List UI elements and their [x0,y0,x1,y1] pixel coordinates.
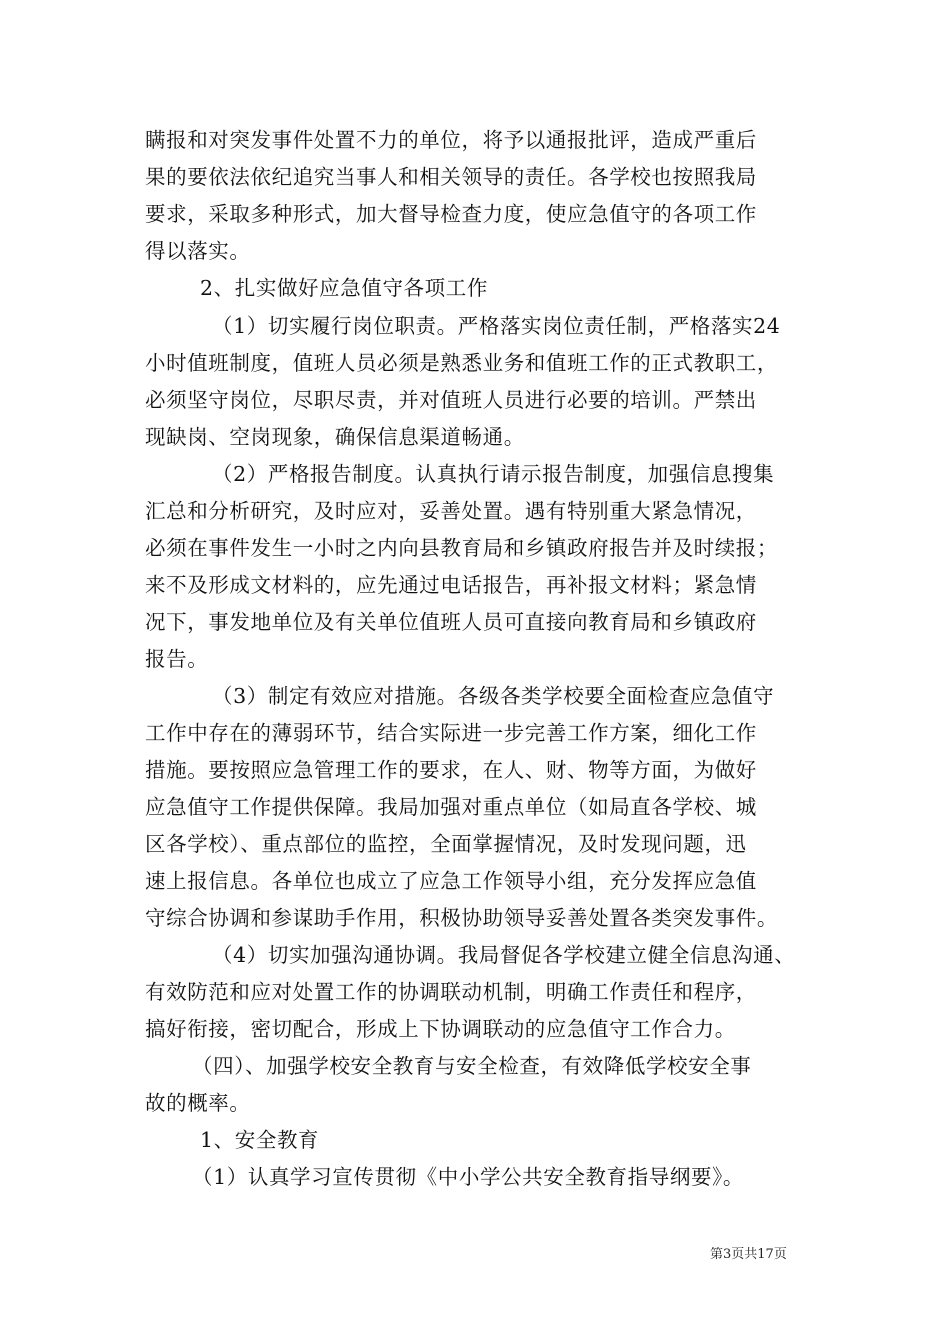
body-text-line: （3）制定有效应对措施。各级各类学校要全面检查应急值守 [212,684,775,708]
body-text-line: 现缺岗、空岗现象，确保信息渠道畅通。 [145,425,525,449]
page-number: 第3页共17页 [710,1247,787,1262]
body-text-line: 措施。要按照应急管理工作的要求，在人、财、物等方面，为做好 [145,758,757,782]
body-text-line: 果的要依法依纪追究当事人和相关领导的责任。各学校也按照我局 [145,165,757,189]
section-heading: 2、扎实做好应急值守各项工作 [200,276,488,300]
body-text-line: （1）切实履行岗位职责。严格落实岗位责任制，严格落实24 [212,314,781,338]
body-text-line: 得以落实。 [145,239,251,263]
body-text-line: （2）严格报告制度。认真执行请示报告制度，加强信息搜集 [212,462,775,486]
body-text-line: 汇总和分析研究，及时应对，妥善处置。遇有特别重大紧急情况， [145,499,757,523]
body-text-line: 工作中存在的薄弱环节，结合实际进一步完善工作方案，细化工作 [145,721,757,745]
body-text-line: （4）切实加强沟通协调。我局督促各学校建立健全信息沟通、 [212,943,796,967]
body-text-line: 应急值守工作提供保障。我局加强对重点单位（如局直各学校、城 [145,795,757,819]
body-text-line: 有效防范和应对处置工作的协调联动机制，明确工作责任和程序， [145,980,757,1004]
section-heading: （四）、加强学校安全教育与安全检查，有效降低学校安全事 [192,1054,752,1078]
body-text-line: 必须坚守岗位，尽职尽责，并对值班人员进行必要的培训。严禁出 [145,388,757,412]
body-text-line: 搞好衔接，密切配合，形成上下协调联动的应急值守工作合力。 [145,1017,736,1041]
body-text-line: 要求，采取多种形式，加大督导检查力度，使应急值守的各项工作 [145,202,757,226]
body-text-line: 况下，事发地单位及有关单位值班人员可直接向教育局和乡镇政府 [145,610,757,634]
body-text-line: 速上报信息。各单位也成立了应急工作领导小组，充分发挥应急值 [145,869,757,893]
body-text-line: 区各学校）、重点部位的监控，全面掌握情况，及时发现问题，迅 [145,832,747,856]
body-text-line: 必须在事件发生一小时之内向县教育局和乡镇政府报告并及时续报； [145,536,778,560]
body-text-line: 故的概率。 [145,1091,251,1115]
body-text-line: 报告。 [145,647,209,671]
body-text-line: 小时值班制度，值班人员必须是熟悉业务和值班工作的正式教职工， [145,351,778,375]
body-text-line: 守综合协调和参谋助手作用，积极协助领导妥善处置各类突发事件。 [145,906,778,930]
body-text-line: 来不及形成文材料的，应先通过电话报告，再补报文材料；紧急情 [145,573,757,597]
section-heading: 1、安全教育 [200,1128,320,1152]
body-text-line: 瞒报和对突发事件处置不力的单位，将予以通报批评，造成严重后 [145,128,757,152]
body-text-line: （1）认真学习宣传贯彻《中小学公共安全教育指导纲要》。 [192,1165,744,1189]
